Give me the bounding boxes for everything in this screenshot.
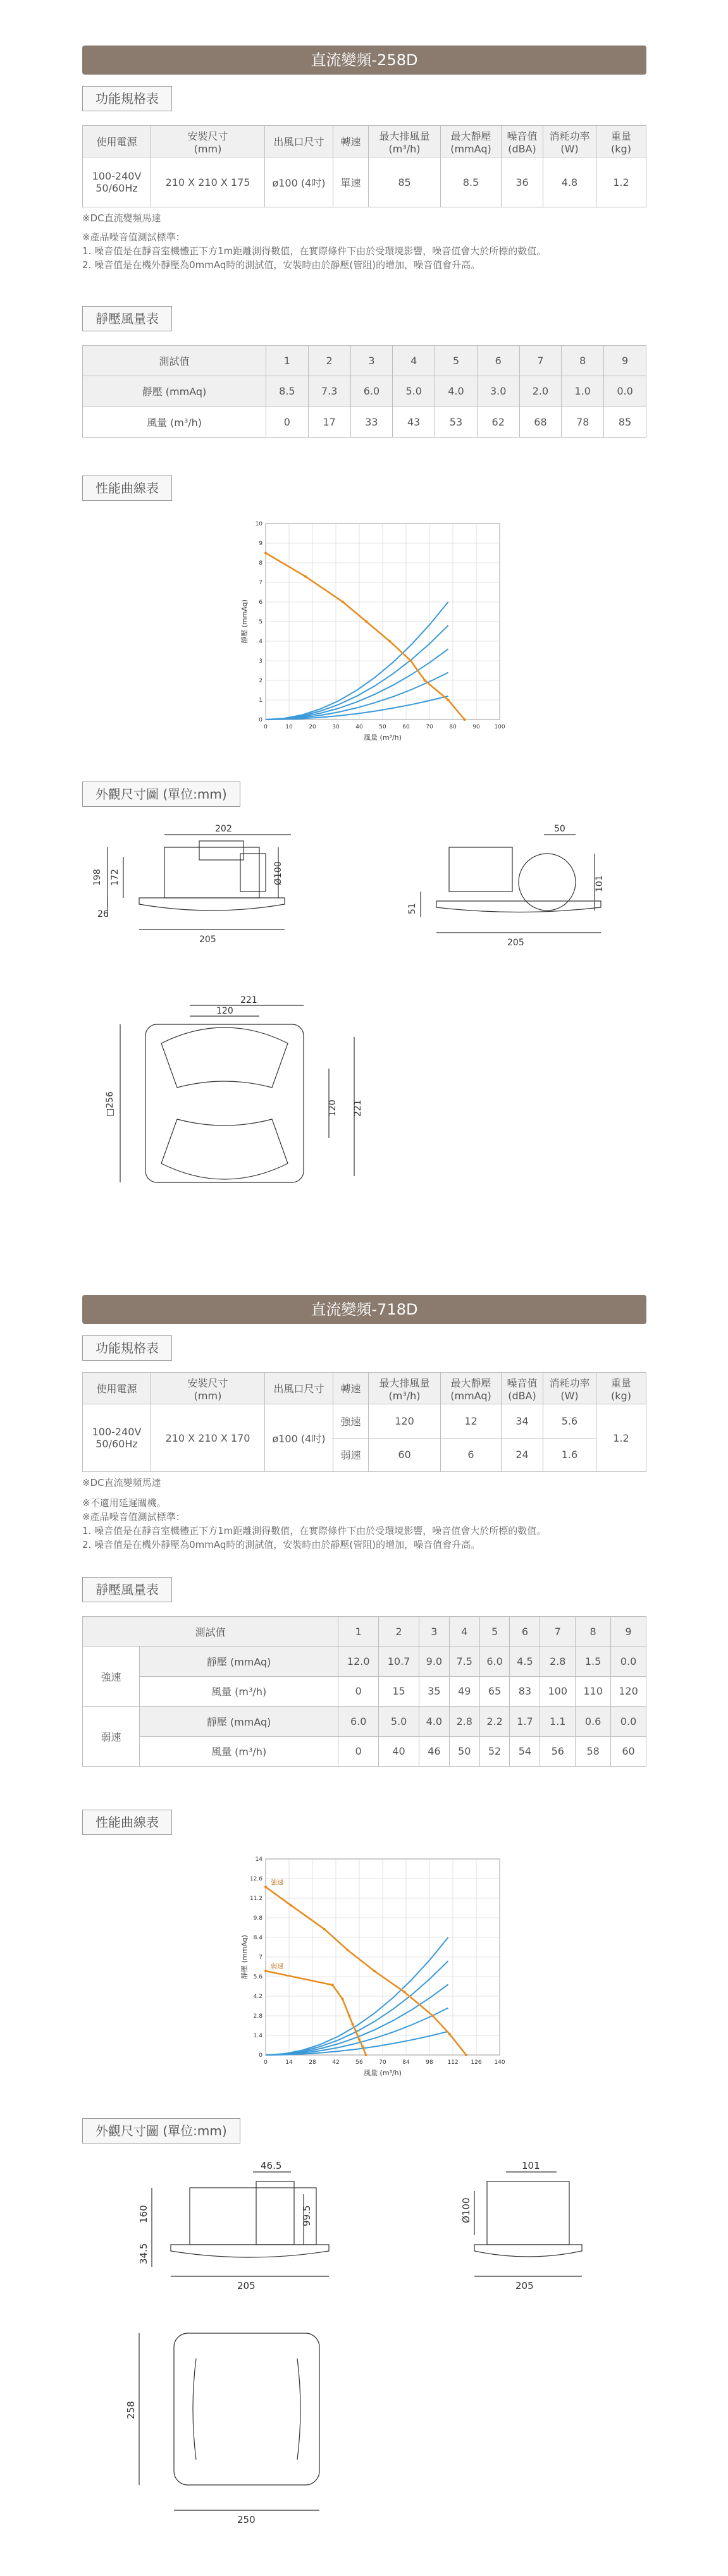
dim-label: 205 [237, 2280, 256, 2291]
pressure-cell: 78 [562, 407, 604, 437]
pressure-cell: 風量 (m³/h) [83, 407, 266, 437]
x-tick-label: 126 [471, 2059, 482, 2066]
dim-label: 198 [92, 869, 102, 886]
data-point [403, 1990, 405, 1993]
data-point [355, 2030, 357, 2032]
spec-header: 最大排風量 (m³/h) [369, 126, 441, 157]
pressure-cell: 靜壓 (mmAq) [140, 1707, 338, 1736]
x-tick-label: 100 [494, 724, 505, 730]
pressure-cell: 56 [540, 1736, 576, 1766]
data-point [264, 1886, 267, 1888]
dim-label: 205 [199, 935, 216, 945]
data-point [264, 1970, 267, 1972]
pressure-header: 測試值 [83, 1617, 338, 1647]
x-tick-label: 28 [309, 2059, 316, 2066]
y-tick-label: 0 [259, 2052, 262, 2059]
data-point [264, 552, 267, 555]
speed-label: 強速 [83, 1647, 140, 1707]
y-tick-label: 5.6 [253, 1974, 262, 1980]
pressure-cell: 0.0 [611, 1647, 646, 1676]
pressure-cell: 46 [419, 1736, 449, 1766]
dim-label: 120 [216, 1006, 233, 1016]
spec-cell: 24 [502, 1438, 543, 1472]
spec-cell: 85 [369, 157, 441, 207]
pressure-cell: 6.0 [479, 1647, 510, 1676]
pressure-header: 3 [350, 346, 393, 376]
spec-cell: 210 X 210 X 170 [151, 1404, 265, 1472]
pressure-cell: 1.0 [562, 376, 604, 407]
pressure-cell: 83 [510, 1676, 540, 1706]
pressure-header: 4 [393, 346, 435, 376]
data-point [373, 1970, 376, 1972]
dim-label: Ø100 [273, 861, 283, 885]
x-tick-label: 20 [309, 724, 316, 730]
data-point [365, 2054, 367, 2056]
spec-header: 最大靜壓 (mmAq) [441, 1373, 502, 1404]
spec-cell: 強速 [333, 1404, 369, 1438]
model-b-title: 直流變頻-718D [82, 1295, 646, 1324]
data-point [331, 1984, 334, 1986]
spec-header: 使用電源 [83, 1373, 151, 1404]
pressure-header: 測試值 [83, 346, 266, 376]
model-a-dimension-drawing [92, 822, 632, 1271]
pressure-cell: 50 [449, 1736, 479, 1766]
model-a-curve-tag: 性能曲線表 [82, 475, 172, 501]
model-b-spec-tag: 功能規格表 [82, 1335, 172, 1361]
x-tick-label: 140 [494, 2059, 505, 2066]
note: 2. 噪音值是在機外靜壓為0mmAq時的測試值，安裝時由於靜壓(管阻)的增加，噪音值會升高。 [82, 1539, 481, 1550]
y-tick-label: 4 [259, 639, 262, 645]
x-tick-label: 112 [447, 2059, 459, 2066]
y-tick-label: 7 [259, 580, 262, 586]
pressure-cell: 52 [479, 1736, 510, 1766]
spec-header: 最大靜壓 (mmAq) [441, 126, 502, 157]
note: ※產品噪音值測試標準： [82, 231, 185, 243]
pressure-header: 4 [449, 1617, 479, 1647]
pressure-header: 5 [479, 1617, 510, 1647]
data-point [342, 1997, 344, 2000]
series-label: 強速 [271, 1879, 283, 1887]
model-b-performance-chart [240, 1853, 525, 2080]
pressure-header: 9 [604, 346, 646, 376]
pressure-cell: 1.5 [576, 1647, 611, 1676]
y-axis-label: 靜壓 (mmAq) [240, 599, 249, 644]
pressure-cell: 43 [393, 407, 435, 437]
pressure-cell: 1.7 [510, 1707, 540, 1736]
dim-label: 205 [507, 938, 524, 948]
pressure-header: 6 [477, 346, 519, 376]
pressure-cell: 5.0 [393, 376, 435, 407]
model-a-dim-tag: 外觀尺寸圖 (單位:mm) [82, 782, 240, 807]
pressure-cell: 9.0 [419, 1647, 449, 1676]
pressure-cell: 0.6 [576, 1707, 611, 1736]
spec-cell: 12 [441, 1404, 502, 1438]
x-tick-label: 90 [472, 724, 480, 730]
pressure-cell: 54 [510, 1736, 540, 1766]
pressure-header: 2 [379, 1617, 419, 1647]
y-tick-label: 2 [259, 678, 262, 684]
y-tick-label: 1 [259, 697, 262, 704]
model-b-dimension-drawing [95, 2156, 632, 2567]
data-point [342, 601, 344, 603]
spec-header: 最大排風量 (m³/h) [369, 1373, 441, 1404]
pressure-cell: 53 [435, 407, 478, 437]
note: ※產品噪音值測試標準： [82, 1511, 185, 1523]
speed-label: 弱速 [83, 1707, 140, 1767]
model-b-spec-table [82, 1372, 646, 1472]
spec-header: 重量 (kg) [596, 126, 646, 157]
pressure-header: 1 [338, 1617, 379, 1647]
pressure-cell: 62 [477, 407, 519, 437]
pressure-header: 9 [611, 1617, 646, 1647]
spec-cell: ø100 (4吋) [265, 1404, 333, 1472]
spec-header: 安裝尺寸 (mm) [151, 126, 265, 157]
data-point [448, 2033, 451, 2035]
spec-header: 安裝尺寸 (mm) [151, 1373, 265, 1404]
pressure-cell: 1.1 [540, 1707, 576, 1736]
spec-header: 消耗功率 (W) [543, 1373, 596, 1404]
spec-cell: 5.6 [543, 1404, 596, 1438]
pressure-cell: 6.0 [338, 1707, 379, 1736]
model-b-pressure-table [82, 1616, 646, 1767]
spec-cell: 60 [369, 1438, 441, 1472]
x-tick-label: 0 [264, 2059, 268, 2066]
pressure-cell: 7.5 [449, 1647, 479, 1676]
pressure-cell: 4.5 [510, 1647, 540, 1676]
dim-label: 221 [353, 1100, 363, 1117]
x-axis-label: 風量 (m³/h) [364, 733, 402, 742]
spec-cell: 120 [369, 1404, 441, 1438]
pressure-cell: 17 [308, 407, 350, 437]
note: ※DC直流變頻馬達 [82, 1477, 161, 1488]
pressure-cell: 風量 (m³/h) [140, 1736, 338, 1766]
pressure-header: 3 [419, 1617, 449, 1647]
pressure-header: 7 [540, 1617, 576, 1647]
pressure-header: 8 [562, 346, 604, 376]
note: 1. 噪音值是在靜音室機體正下方1m距離測得數值，在實際條件下由於受環境影響，噪音值會大於所標的數值。 [82, 1525, 546, 1536]
y-tick-label: 10 [255, 521, 262, 527]
y-tick-label: 3 [259, 658, 262, 665]
y-tick-label: 8.4 [253, 1935, 262, 1941]
x-tick-label: 50 [379, 724, 386, 730]
spec-header: 轉速 [333, 1373, 369, 1404]
pressure-cell: 0.0 [604, 376, 646, 407]
pressure-cell: 5.0 [379, 1707, 419, 1736]
pressure-cell: 2.8 [449, 1707, 479, 1736]
pressure-cell: 33 [350, 407, 393, 437]
model-a-pressure-tag: 靜壓風量表 [82, 306, 172, 331]
pressure-cell: 2.8 [540, 1647, 576, 1676]
pressure-cell: 0.0 [611, 1707, 646, 1736]
y-tick-label: 1.4 [253, 2033, 262, 2039]
pressure-cell: 3.0 [477, 376, 519, 407]
pressure-cell: 0 [338, 1736, 379, 1766]
x-tick-label: 56 [355, 2059, 363, 2066]
spec-cell: 4.8 [543, 157, 596, 207]
x-tick-label: 30 [332, 724, 340, 730]
model-a-spec-table [82, 125, 646, 207]
dim-label: 99.5 [301, 2205, 312, 2226]
dim-label: 34.5 [138, 2243, 149, 2264]
pressure-cell: 85 [604, 407, 646, 437]
pressure-cell: 4.0 [419, 1707, 449, 1736]
y-axis-label: 靜壓 (mmAq) [240, 1935, 249, 1979]
dim-label: 250 [237, 2514, 256, 2525]
data-point [409, 659, 412, 662]
spec-cell: 1.2 [596, 157, 646, 207]
y-tick-label: 12.6 [249, 1876, 262, 1882]
y-tick-label: 6 [259, 599, 262, 606]
spec-header: 噪音值 (dBA) [502, 126, 543, 157]
pressure-cell: 100 [540, 1676, 576, 1706]
pressure-cell: 15 [379, 1676, 419, 1706]
x-tick-label: 14 [285, 2059, 293, 2066]
model-a-pressure-table [82, 345, 646, 438]
x-tick-label: 98 [426, 2059, 433, 2066]
spec-header: 噪音值 (dBA) [502, 1373, 543, 1404]
spec-cell: 6 [441, 1438, 502, 1472]
dim-label: 120 [328, 1100, 338, 1117]
x-tick-label: 60 [402, 724, 410, 730]
data-point [290, 1904, 292, 1906]
y-tick-label: 0 [259, 717, 262, 723]
note: 1. 噪音值是在靜音室機體正下方1m距離測得數值，在實際條件下由於受環境影響，噪音值會大於所標的數值。 [82, 245, 546, 257]
y-tick-label: 5 [259, 619, 262, 625]
pressure-cell: 40 [379, 1736, 419, 1766]
pressure-cell: 35 [419, 1676, 449, 1706]
x-tick-label: 0 [264, 724, 268, 730]
y-tick-label: 9 [259, 541, 262, 547]
data-point [424, 679, 426, 682]
data-point [365, 620, 367, 623]
data-point [351, 2023, 354, 2025]
pressure-header: 5 [435, 346, 478, 376]
y-tick-label: 7 [259, 1954, 262, 1961]
x-tick-label: 70 [379, 2059, 386, 2066]
dim-label: 202 [215, 824, 232, 834]
spec-cell: 1.2 [596, 1404, 646, 1472]
spec-cell: ø100 (4吋) [265, 157, 333, 207]
spec-header: 重量 (kg) [596, 1373, 646, 1404]
note: ※不適用延遲關機。 [82, 1497, 166, 1509]
model-b-curve-tag: 性能曲線表 [82, 1810, 172, 1835]
model-a-performance-chart [240, 517, 525, 745]
data-point [304, 575, 307, 578]
spec-cell: 8.5 [441, 157, 502, 207]
data-point [388, 640, 391, 642]
pressure-cell: 68 [519, 407, 562, 437]
note: ※DC直流變頻馬達 [82, 212, 161, 224]
y-tick-label: 9.8 [253, 1915, 262, 1922]
spec-cell: 1.6 [543, 1438, 596, 1472]
pressure-cell: 靜壓 (mmAq) [140, 1647, 338, 1676]
dim-label: 51 [407, 903, 417, 914]
dim-label: 258 [125, 2401, 137, 2419]
pressure-cell: 60 [611, 1736, 646, 1766]
model-b-pressure-tag: 靜壓風量表 [82, 1577, 172, 1602]
series-label: 弱速 [271, 1963, 283, 1971]
pressure-cell: 110 [576, 1676, 611, 1706]
spec-cell: 100-240V 50/60Hz [83, 1404, 151, 1472]
y-tick-label: 11.2 [249, 1896, 262, 1902]
dim-label: Ø100 [460, 2197, 472, 2223]
spec-cell: 弱速 [333, 1438, 369, 1472]
dim-label: 50 [554, 824, 565, 834]
y-tick-label: 2.8 [253, 2013, 262, 2020]
pressure-header: 1 [266, 346, 309, 376]
pressure-header: 7 [519, 346, 562, 376]
pressure-cell: 7.3 [308, 376, 350, 407]
spec-cell: 210 X 210 X 175 [151, 157, 265, 207]
data-point [464, 718, 466, 721]
x-tick-label: 70 [426, 724, 433, 730]
pressure-cell: 65 [479, 1676, 510, 1706]
dim-label: 101 [522, 2160, 540, 2171]
spec-header: 轉速 [333, 126, 369, 157]
x-tick-label: 80 [449, 724, 457, 730]
dim-label: 26 [97, 909, 109, 919]
dim-label: 46.5 [261, 2160, 282, 2171]
pressure-cell: 12.0 [338, 1647, 379, 1676]
dim-label: 101 [595, 875, 605, 892]
dim-label: 160 [138, 2205, 149, 2223]
pressure-cell: 靜壓 (mmAq) [83, 376, 266, 407]
spec-cell: 34 [502, 1404, 543, 1438]
spec-header: 消耗功率 (W) [543, 126, 596, 157]
data-point [348, 2015, 350, 2017]
spec-cell: 36 [502, 157, 543, 207]
data-point [465, 2054, 467, 2056]
data-point [347, 1949, 349, 1951]
model-a-spec-tag: 功能規格表 [82, 86, 172, 111]
pressure-cell: 0 [338, 1676, 379, 1706]
pressure-cell: 2.0 [519, 376, 562, 407]
pressure-cell: 4.0 [435, 376, 478, 407]
pressure-cell: 10.7 [379, 1647, 419, 1676]
spec-header: 使用電源 [83, 126, 151, 157]
spec-header: 出風口尺寸 [265, 1373, 333, 1404]
x-axis-label: 風量 (m³/h) [364, 2069, 402, 2077]
dim-label: □256 [105, 1091, 115, 1117]
data-point [323, 1928, 326, 1930]
pressure-cell: 120 [611, 1676, 646, 1706]
data-point [447, 699, 450, 701]
pressure-cell: 風量 (m³/h) [140, 1676, 338, 1706]
pressure-cell: 0 [266, 407, 309, 437]
x-tick-label: 10 [285, 724, 293, 730]
y-tick-label: 8 [259, 560, 262, 567]
data-point [361, 2045, 364, 2048]
spec-cell: 單速 [333, 157, 369, 207]
x-tick-label: 40 [355, 724, 363, 730]
dim-label: 172 [110, 869, 120, 886]
x-tick-label: 42 [332, 2059, 340, 2066]
dim-label: 221 [240, 995, 257, 1005]
pressure-cell: 2.2 [479, 1707, 510, 1736]
dim-label: 205 [515, 2280, 534, 2291]
y-tick-label: 14 [255, 1856, 262, 1863]
data-point [431, 2015, 434, 2017]
pressure-cell: 49 [449, 1676, 479, 1706]
note: 2. 噪音值是在機外靜壓為0mmAq時的測試值，安裝時由於靜壓(管阻)的增加，噪音值會升高。 [82, 259, 481, 271]
spec-cell: 100-240V 50/60Hz [83, 157, 151, 207]
pressure-cell: 58 [576, 1736, 611, 1766]
pressure-cell: 8.5 [266, 376, 309, 407]
x-tick-label: 84 [402, 2059, 410, 2066]
spec-header: 出風口尺寸 [265, 126, 333, 157]
y-tick-label: 4.2 [253, 1994, 262, 2000]
pressure-cell: 6.0 [350, 376, 393, 407]
pressure-header: 6 [510, 1617, 540, 1647]
model-a-title: 直流變頻-258D [82, 46, 646, 75]
pressure-header: 8 [576, 1617, 611, 1647]
model-b-dim-tag: 外觀尺寸圖 (單位:mm) [82, 2118, 240, 2144]
pressure-header: 2 [308, 346, 350, 376]
data-point [358, 2039, 361, 2041]
